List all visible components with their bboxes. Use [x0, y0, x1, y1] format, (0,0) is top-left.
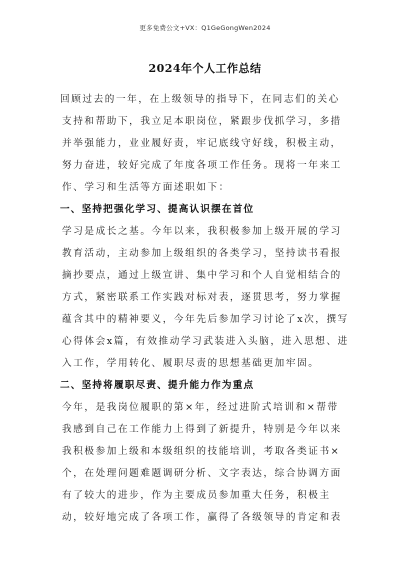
text-line: 我积极参加上级和本级组织的技能培训，考取各类证书× — [62, 446, 341, 457]
text-line: 回顾过去的一年，在上级领导的指导下，在同志们的关心 — [60, 94, 340, 105]
text-line: 入工作，学用转化、履职尽责的思想基础更加牢固。 — [62, 358, 320, 369]
header-note: 更多免费公文+VX：Q1GeGongWen2024 — [139, 24, 271, 32]
text-line: 支持和帮助下，我立足本职岗位，紧跟步伐抓学习，多措 — [62, 116, 342, 127]
heading-line: 二、坚持将履职尽责、提升能力作为重点 — [60, 380, 255, 391]
paragraph-duty — [62, 397, 362, 529]
text-line: 蕴含其中的精神要义，今年先后参加学习讨论了x次，撰写 — [62, 314, 349, 325]
heading-line: 一、坚持把强化学习、提高认识摆在首位 — [60, 204, 255, 215]
paragraph-intro — [62, 89, 362, 199]
text-line: 方式，紧密联系工作实践对标对表，逐贯思考，努力掌握 — [62, 292, 342, 303]
text-line: 努力奋进，较好完成了年度各项工作任务。现将一年来工 — [62, 160, 342, 171]
text-line: 心得体会x篇，有效推动学习武装进入头脑，进入思想、进 — [62, 336, 349, 347]
text-line: 有了较大的进步，作为主要成员参加重大任务，积极主 — [62, 490, 331, 501]
text-line: 摘抄要点，通过上级宣讲、集中学习和个人自觉相结合的 — [62, 270, 342, 281]
paragraph-study — [62, 221, 362, 375]
section-heading-2 — [62, 375, 362, 397]
text-line: 学习是成长之基。今年以来，我积极参加上级开展的学习 — [62, 226, 342, 237]
text-line: 我感到自己在工作能力上得到了新提升，特别是今年以来 — [62, 424, 342, 435]
document-body — [62, 89, 362, 529]
section-heading-1 — [62, 199, 362, 221]
text-line: 今年，是我岗位履职的第×年，经过进阶式培训和×帮带 — [62, 402, 339, 413]
text-line: 动，较好地完成了各项工作，赢得了各级领导的肯定和表 — [62, 512, 342, 523]
text-line: 个，在处理问题难题调研分析、文字表达，综合协调方面 — [62, 468, 342, 479]
text-line: 并举强能力，业业履好责，牢记底线守好线，积极主动， — [62, 138, 342, 149]
text-line: 教育活动，主动参加上级组织的各类学习，坚持读书看报 — [62, 248, 342, 259]
document-title: 2024年个人工作总结 — [148, 62, 262, 75]
text-line: 作、学习和生活等方面述职如下： — [62, 182, 230, 193]
